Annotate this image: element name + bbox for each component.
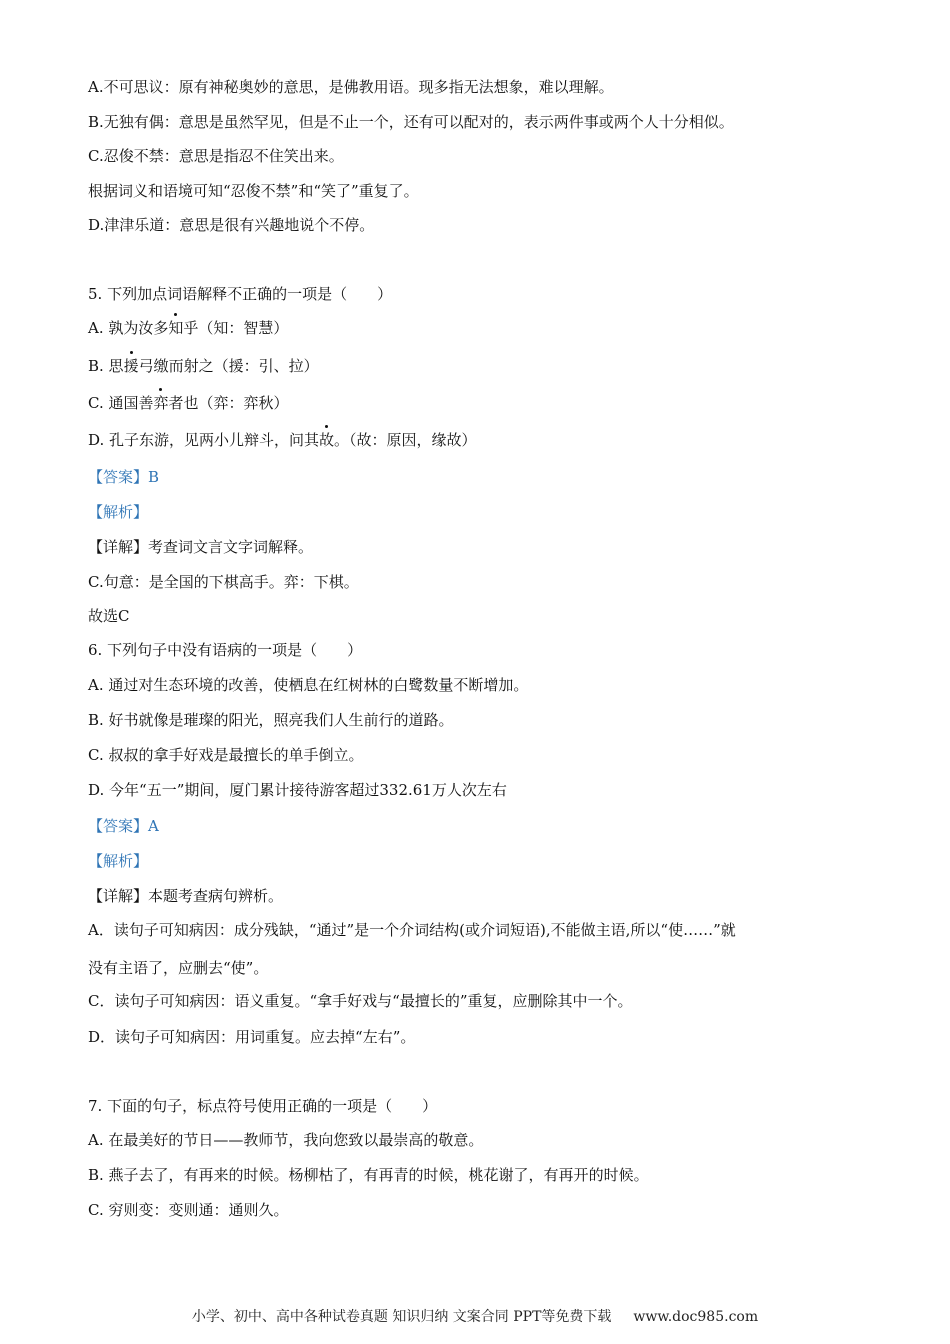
- question-7-option-a: A. 在最美好的节日——教师节，我向您致以最崇高的敬意。: [88, 1131, 484, 1149]
- option-b-explanation: B.无独有偶：意思是虽然罕见，但是不止一个，还有可以配对的，表示两件事或两个人十分相似。: [88, 113, 734, 131]
- question-6-stem: 6. 下列句子中没有语病的一项是（ ）: [88, 641, 363, 659]
- question-5-option-c: [88, 393, 289, 413]
- dotted-word: 援: [123, 357, 139, 375]
- question-7-option-b: B. 燕子去了，有再来的时候。杨柳枯了，有再青的时候，桃花谢了，有再开的时候。: [88, 1166, 649, 1184]
- question-6-explanation-a-cont: 没有主语了，应删去“使”。: [88, 959, 269, 977]
- option-text: B. 思: [88, 357, 124, 375]
- question-5-option-d: [88, 430, 477, 450]
- option-c-explanation: C.忍俊不禁：意思是指忍不住笑出来。: [88, 147, 344, 165]
- dotted-word: 弈: [153, 394, 169, 412]
- question-6-option-b: B. 好书就像是璀璨的阳光，照亮我们人生前行的道路。: [88, 711, 454, 729]
- option-text: 。（故：原因，缘故）: [334, 431, 477, 449]
- context-note: 根据词义和语境可知“忍俊不禁”和“笑了”重复了。: [88, 182, 419, 200]
- option-text: 者也（弈：弈秋）: [168, 394, 289, 412]
- footer-text: 小学、初中、高中各种试卷真题 知识归纳 文案合同 PPT等免费下载: [191, 1309, 612, 1325]
- question-5-detail: 【详解】考查词文言文字词解释。: [88, 538, 314, 556]
- option-text: 乎（知：智慧）: [183, 319, 289, 337]
- option-text: 弓缴而射之（援：引、拉）: [138, 357, 319, 375]
- page-footer: [0, 1306, 950, 1326]
- question-5-analysis-label: 【解析】: [88, 503, 149, 521]
- question-5-note: C.句意：是全国的下棋高手。弈：下棋。: [88, 573, 359, 591]
- option-a-explanation: A.不可思议：原有神秘奥妙的意思，是佛教用语。现多指无法想象，难以理解。: [88, 78, 614, 96]
- question-5-choice: 故选C: [88, 607, 130, 625]
- dotted-word: 故: [319, 431, 335, 449]
- question-6-explanation-c: C．读句子可知病因：语义重复。“拿手好戏与“最擅长的”重复，应删除其中一个。: [88, 992, 633, 1010]
- question-6-option-c: C. 叔叔的拿手好戏是最擅长的单手倒立。: [88, 746, 364, 764]
- question-5-answer: 【答案】B: [88, 468, 160, 486]
- option-d-explanation: D.津津乐道：意思是很有兴趣地说个不停。: [88, 216, 375, 234]
- question-7-stem: 7. 下面的句子，标点符号使用正确的一项是（ ）: [88, 1097, 438, 1115]
- option-text: C. 通国善: [88, 394, 154, 412]
- question-6-answer: 【答案】A: [88, 817, 159, 835]
- question-5-stem: 5. 下列加点词语解释不正确的一项是（ ）: [88, 285, 393, 303]
- option-text: D. 孔子东游，见两小儿辩斗，问其: [88, 431, 320, 449]
- question-6-analysis-label: 【解析】: [88, 852, 149, 870]
- question-6-explanation-a: A．读句子可知病因：成分残缺，“通过”是一个介词结构(或介词短语),不能做主语,所以“使……”就: [88, 921, 736, 939]
- question-6-detail: 【详解】本题考查病句辨析。: [88, 887, 284, 905]
- question-6-explanation-d: D．读句子可知病因：用词重复。应去掉“左右”。: [88, 1028, 416, 1046]
- question-6-option-d: D. 今年“五一”期间，厦门累计接待游客超过332.61万人次左右: [88, 781, 507, 799]
- question-6-option-a: A. 通过对生态环境的改善，使栖息在红树林的白鹭数量不断增加。: [88, 676, 529, 694]
- question-5-option-a: [88, 318, 288, 338]
- footer-url[interactable]: www.doc985.com: [633, 1309, 759, 1325]
- question-5-option-b: [88, 356, 319, 376]
- dotted-word: 知: [168, 319, 184, 337]
- option-text: A. 孰为汝多: [88, 319, 169, 337]
- question-7-option-c: C. 穷则变：变则通：通则久。: [88, 1201, 289, 1219]
